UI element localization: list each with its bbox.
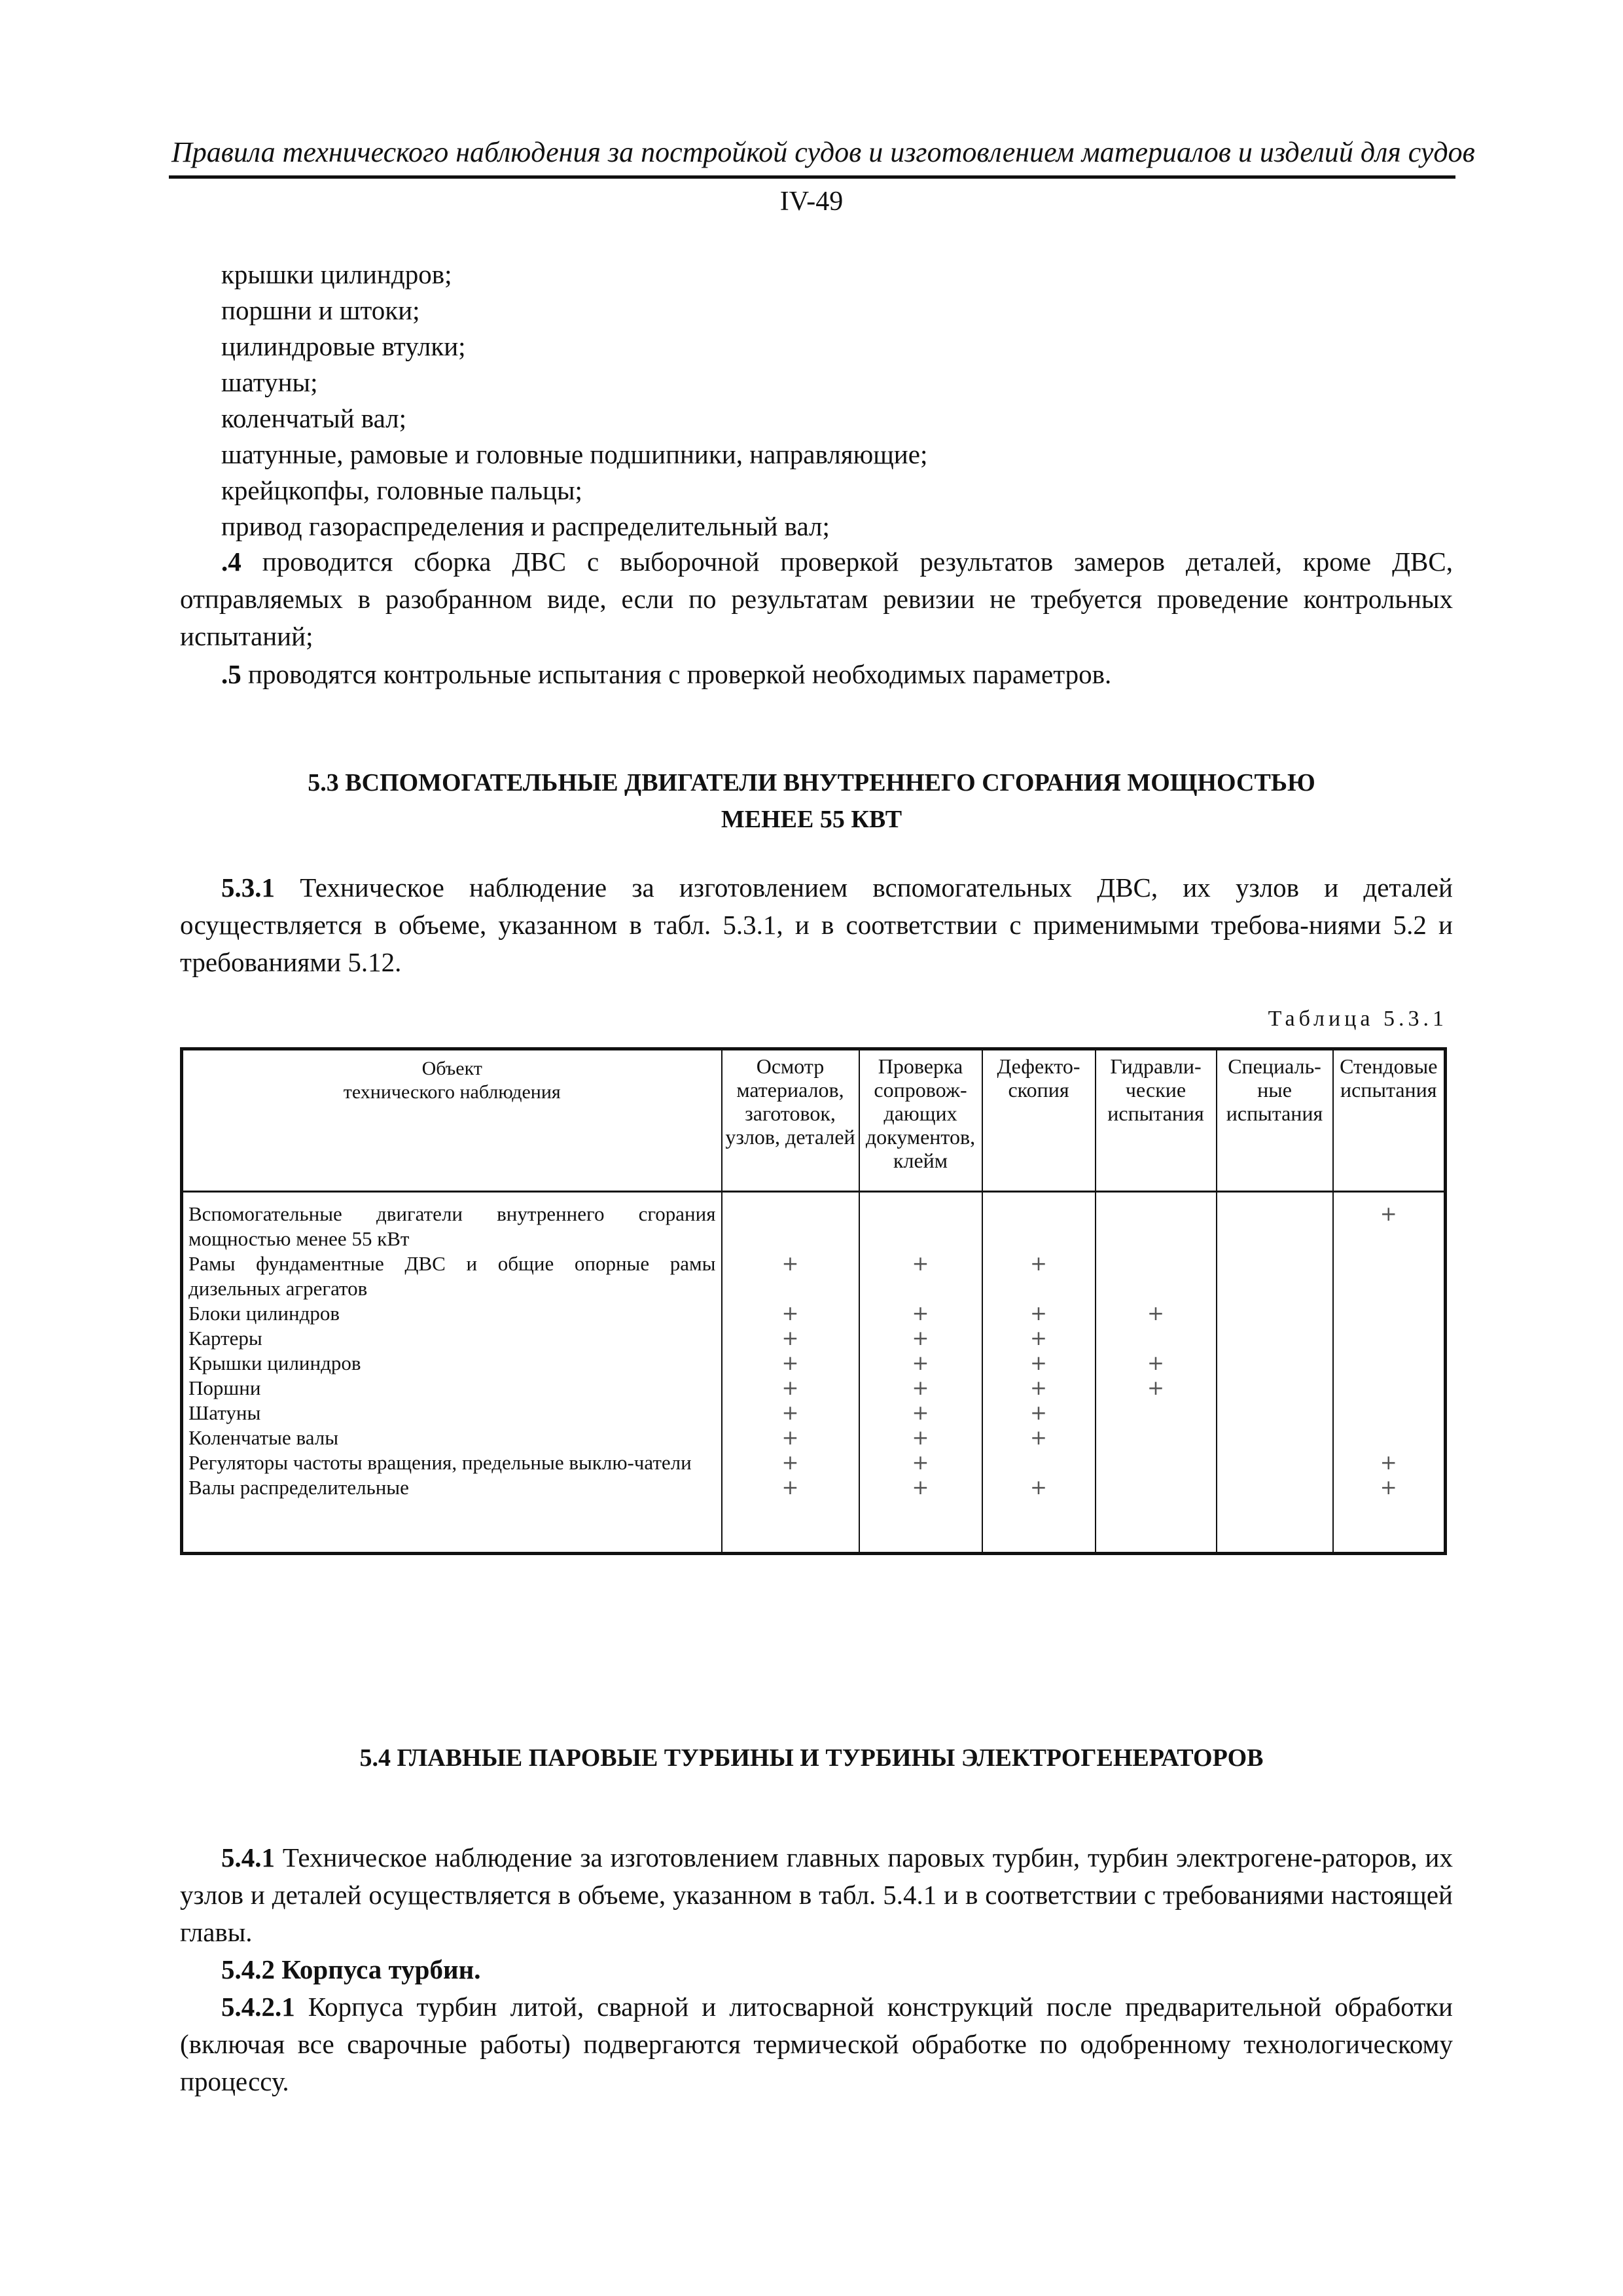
paragraph-5-3-1 [180, 869, 1453, 981]
table-row [182, 1351, 1446, 1376]
column-header-object: Объект технического наблюдения [182, 1049, 722, 1192]
table-cell-mark: + [859, 1401, 982, 1426]
heading-line: МЕНЕЕ 55 КВТ [721, 806, 902, 833]
table-cell-mark: + [1333, 1450, 1446, 1475]
table-cell-mark [1096, 1251, 1217, 1301]
column-header-special-tests: Специаль-ные испытания [1217, 1049, 1333, 1192]
table-cell-mark: + [859, 1450, 982, 1475]
table-cell-mark [1217, 1475, 1333, 1554]
table-cell-mark [1217, 1192, 1333, 1252]
table-cell-mark [1217, 1326, 1333, 1351]
list-item: коленчатый вал; [221, 403, 407, 433]
column-header-documents: Проверка сопровож-дающих документов, клейм [859, 1049, 982, 1192]
table-cell-mark [1096, 1475, 1217, 1554]
item-number: .5 [221, 659, 241, 689]
table-cell-mark: + [982, 1301, 1096, 1326]
table-cell-object: Шатуны [182, 1401, 722, 1426]
table-row [182, 1192, 1446, 1252]
table-cell-mark: + [982, 1326, 1096, 1351]
list-item: привод газораспределения и распределительный вал; [221, 511, 830, 541]
table-cell-mark [1333, 1251, 1446, 1301]
section-heading-5-4: 5.4 ГЛАВНЫЕ ПАРОВЫЕ ТУРБИНЫ И ТУРБИНЫ ЭЛЕКТРОГЕНЕРАТОРОВ [359, 1744, 1264, 1772]
table-cell-mark: + [859, 1426, 982, 1450]
paragraph-5-4-2-1 [180, 1988, 1453, 2100]
paragraph-text: проводятся контрольные испытания с проверкой необходимых параметров. [248, 659, 1112, 689]
table-cell-mark: + [982, 1401, 1096, 1426]
list-item: крейцкопфы, головные пальцы; [221, 475, 582, 505]
table-cell-mark [1217, 1450, 1333, 1475]
table-cell-mark: + [982, 1426, 1096, 1450]
table-cell-object: Валы распределительные [182, 1475, 722, 1554]
table-cell-mark [1333, 1376, 1446, 1401]
table-cell-mark: + [859, 1301, 982, 1326]
table-cell-mark: + [722, 1401, 859, 1426]
list-item: поршни и штоки; [221, 295, 420, 325]
table-cell-mark: + [722, 1475, 859, 1554]
table-cell-mark [1217, 1301, 1333, 1326]
clause-number: 5.3.1 [221, 872, 275, 903]
table-cell-object: Крышки цилиндров [182, 1351, 722, 1376]
component-list [221, 257, 927, 545]
table-header-row [182, 1049, 1446, 1192]
supervision-table [180, 1047, 1447, 1555]
table-cell-mark: + [722, 1450, 859, 1475]
table-cell-mark: + [859, 1351, 982, 1376]
table-cell-mark [982, 1450, 1096, 1475]
table-cell-mark [1217, 1351, 1333, 1376]
table-cell-mark [1217, 1426, 1333, 1450]
page-number: IV-49 [779, 187, 844, 217]
table-cell-mark: + [859, 1475, 982, 1554]
table-cell-mark [722, 1192, 859, 1252]
section-heading-5-3 [0, 764, 1623, 838]
column-header-bench-tests: Стендовые испытания [1333, 1049, 1446, 1192]
paragraph-text: Техническое наблюдение за изготовлением главных паровых турбин, турбин электрогене-раторов, их узлов и деталей осуществляется в объеме, указанном в табл. 5.4.1 и в соответствии с требованиями настоящей главы. [180, 1842, 1453, 1947]
table-cell-mark [1217, 1401, 1333, 1426]
running-header: Правила технического наблюдения за постройкой судов и изготовлением материалов и изделий для судов [171, 136, 1475, 168]
table-cell-mark [1333, 1326, 1446, 1351]
table-row [182, 1450, 1446, 1475]
table-cell-object: Регуляторы частоты вращения, предельные выклю-чатели [182, 1450, 722, 1475]
table-cell-mark [982, 1192, 1096, 1252]
table-cell-mark: + [722, 1376, 859, 1401]
column-header-inspection: Осмотр материалов, заготовок, узлов, деталей [722, 1049, 859, 1192]
table-cell-mark [1333, 1401, 1446, 1426]
table-cell-object: Коленчатые валы [182, 1426, 722, 1450]
paragraph-item-5 [180, 656, 1453, 693]
table-cell-mark [1217, 1376, 1333, 1401]
table-cell-mark: + [722, 1326, 859, 1351]
table-cell-object: Вспомогательные двигатели внутреннего сгорания мощностью менее 55 кВт [182, 1192, 722, 1252]
list-item: шатунные, рамовые и головные подшипники, направляющие; [221, 439, 928, 469]
table-cell-mark [1096, 1192, 1217, 1252]
table-row [182, 1301, 1446, 1326]
table-row [182, 1376, 1446, 1401]
table-cell-mark [1217, 1251, 1333, 1301]
table-cell-mark: + [722, 1301, 859, 1326]
paragraph-5-4-1 [180, 1839, 1453, 1951]
table-cell-object: Блоки цилиндров [182, 1301, 722, 1326]
list-item: цилиндровые втулки; [221, 331, 466, 361]
table-cell-mark: + [1096, 1351, 1217, 1376]
clause-number: 5.4.2.1 [221, 1992, 295, 2022]
table-row [182, 1401, 1446, 1426]
table-cell-mark [1333, 1351, 1446, 1376]
column-header-flaw-detection: Дефекто-скопия [982, 1049, 1096, 1192]
clause-title: Корпуса турбин. [281, 1954, 481, 1984]
table-cell-mark [1333, 1301, 1446, 1326]
table-row [182, 1475, 1446, 1554]
table-cell-mark: + [982, 1376, 1096, 1401]
table-cell-mark: + [982, 1251, 1096, 1301]
table-cell-mark: + [982, 1351, 1096, 1376]
table-cell-mark [1096, 1326, 1217, 1351]
paragraph-5-4-2 [180, 1951, 1453, 1988]
table-cell-mark: + [859, 1376, 982, 1401]
table-cell-mark: + [982, 1475, 1096, 1554]
table-cell-mark [1096, 1426, 1217, 1450]
table-row [182, 1251, 1446, 1301]
table-cell-mark: + [722, 1351, 859, 1376]
table-cell-object: Рамы фундаментные ДВС и общие опорные рамы дизельных агрегатов [182, 1251, 722, 1301]
table-cell-mark [1333, 1426, 1446, 1450]
list-item: крышки цилиндров; [221, 259, 452, 289]
table-row [182, 1426, 1446, 1450]
table-cell-mark: + [722, 1426, 859, 1450]
paragraph-item-4 [180, 543, 1453, 655]
paragraph-text: Техническое наблюдение за изготовлением вспомогательных ДВС, их узлов и деталей осуществляется в объеме, указанном в табл. 5.3.1, и в соответствии с применимыми требова-ниями 5.2 и требованиями 5.12. [180, 872, 1453, 977]
column-header-hydraulic-tests: Гидравли-ческие испытания [1096, 1049, 1217, 1192]
table-cell-mark: + [1096, 1376, 1217, 1401]
paragraph-text: проводится сборка ДВС с выборочной проверкой результатов замеров деталей, кроме ДВС, отправляемых в разобранном виде, если по результатам ревизии не требуется проведение контрольных испытаний; [180, 547, 1453, 651]
clause-number: 5.4.2 [221, 1954, 275, 1984]
table-cell-mark [1096, 1450, 1217, 1475]
table-cell-mark: + [1333, 1192, 1446, 1252]
table-cell-mark: + [859, 1251, 982, 1301]
table-caption: Таблица 5.3.1 [1268, 1007, 1448, 1031]
table-cell-mark: + [1333, 1475, 1446, 1554]
table-cell-mark: + [859, 1326, 982, 1351]
clause-number: 5.4.1 [221, 1842, 275, 1873]
header-rule [169, 175, 1455, 179]
heading-line: 5.3 ВСПОМОГАТЕЛЬНЫЕ ДВИГАТЕЛИ ВНУТРЕННЕГО СГОРАНИЯ МОЩНОСТЬЮ [308, 769, 1315, 797]
table-row [182, 1326, 1446, 1351]
table-cell-mark: + [722, 1251, 859, 1301]
table-cell-object: Поршни [182, 1376, 722, 1401]
table-cell-mark [859, 1192, 982, 1252]
list-item: шатуны; [221, 367, 318, 397]
table-cell-object: Картеры [182, 1326, 722, 1351]
paragraph-text: Корпуса турбин литой, сварной и литосварной конструкций после предварительной обработки (включая все сварочные работы) подвергаются термической обработке по одобренному технологическому процессу. [180, 1992, 1454, 2096]
item-number: .4 [221, 547, 241, 577]
table-cell-mark: + [1096, 1301, 1217, 1326]
table-cell-mark [1096, 1401, 1217, 1426]
